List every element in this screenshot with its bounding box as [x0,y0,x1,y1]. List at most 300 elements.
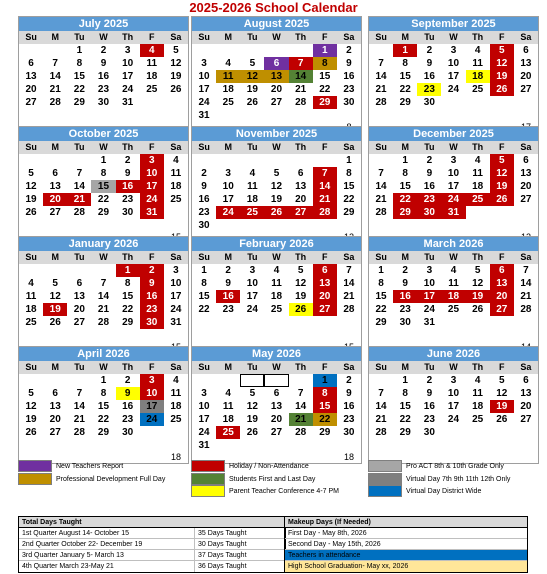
day-cell: 23 [122,194,134,205]
day-cell: 1 [402,155,408,166]
day-cell: 6 [28,58,34,69]
day-cell: 17 [447,401,460,412]
day-of-week-header: Sa [514,141,538,154]
day-cell: 27 [490,303,514,316]
month-title: March 2026 [369,237,538,251]
day-of-week-header: Su [369,141,393,154]
legend [0,460,547,500]
day-cell: 1 [393,44,417,57]
day-of-week-header: W [441,251,465,264]
day-cell: 9 [225,278,231,289]
day-cell: 5 [490,44,514,57]
day-of-week-header: Su [19,141,43,154]
day-cell [43,329,67,342]
day-cell: 24 [216,206,240,219]
legend-item [368,485,481,497]
day-cell: 29 [97,207,110,218]
day-of-week-header: Th [466,361,490,374]
day-cell [289,329,313,342]
month-title: February 2026 [192,237,361,251]
day-cell [164,219,188,232]
day-cell: 9 [346,58,352,69]
day-cell: 21 [73,414,85,425]
day-of-week-header: M [216,251,240,264]
month-calendar [18,16,189,134]
day-cell [466,426,490,439]
day-of-week-header: Sa [337,251,361,264]
month-calendar [191,126,362,244]
day-cell: 19 [295,291,307,302]
day-cell: 22 [198,304,210,315]
day-cell [289,316,313,329]
day-cell: 10 [447,388,460,399]
day-cell: 13 [295,181,307,192]
day-cell: 12 [25,401,37,412]
day-cell [393,109,417,122]
day-cell [466,219,490,232]
day-cell [264,44,288,57]
day-cell: 8 [402,388,408,399]
day-cell: 30 [423,427,435,438]
day-cell: 19 [43,303,67,316]
day-of-week-header: Th [289,251,313,264]
day-cell: 18 [270,291,283,302]
day-of-week-header: Th [289,31,313,44]
day-cell: 15 [198,291,210,302]
day-cell [441,439,465,452]
day-cell: 8 [100,168,107,179]
day-cell: 7 [297,388,304,399]
day-cell [19,109,43,122]
day-cell [240,219,264,232]
day-cell: 9 [201,181,207,192]
day-cell: 31 [122,97,134,108]
day-cell: 22 [122,304,134,315]
day-cell [490,316,514,329]
day-cell [466,109,490,122]
legend-swatch [368,473,402,485]
day-cell: 12 [490,167,514,180]
day-cell: 21 [375,84,387,95]
makeup-day-row [285,528,527,539]
day-cell [67,439,91,452]
day-cell: 16 [97,71,110,82]
day-cell: 6 [76,278,83,289]
month-title: January 2026 [19,237,188,251]
day-cell: 19 [270,194,283,205]
day-cell: 4 [173,155,179,166]
day-cell: 20 [270,414,283,425]
days-taught: 35 Days Taught [198,530,247,537]
day-cell: 27 [270,97,283,108]
day-cell: 4 [249,168,256,179]
day-cell: 23 [222,304,234,315]
day-cell: 26 [25,207,37,218]
day-of-week-header: Sa [164,141,188,154]
day-cell: 30 [122,207,134,218]
day-cell: 4 [474,45,481,56]
month-title: August 2025 [192,17,361,31]
legend-swatch [18,460,52,472]
day-cell: 24 [140,193,164,206]
day-cell: 2 [225,265,231,276]
day-cell: 21 [375,194,387,205]
day-cell: 14 [313,180,337,193]
total-days-row [19,561,285,572]
day-cell: 10 [447,58,460,69]
day-cell [441,219,465,232]
day-cell: 29 [97,427,110,438]
day-cell: 19 [25,414,37,425]
day-cell: 25 [170,194,182,205]
day-of-week-header: W [441,31,465,44]
day-cell: 17 [198,414,210,425]
day-cell: 22 [97,194,110,205]
day-cell: 21 [343,291,355,302]
day-cell: 3 [450,45,457,56]
day-cell [216,316,240,329]
day-cell: 28 [313,206,337,219]
day-of-week-header: M [43,31,67,44]
days-taught: 36 Days Taught [198,563,247,570]
day-cell [91,264,115,277]
day-of-week-header: W [264,141,288,154]
day-cell [116,329,140,342]
day-cell: 14 [343,278,355,289]
month-calendar [368,346,539,464]
day-cell [216,154,240,167]
day-cell: 14 [520,278,532,289]
day-cell: 8 [313,57,337,70]
day-cell: 28 [343,304,355,315]
day-cell [289,109,313,122]
day-cell [240,374,264,387]
day-cell: 11 [472,388,483,399]
day-cell: 15 [319,71,331,82]
day-cell: 16 [343,401,355,412]
day-cell: 14 [289,70,313,83]
total-days-row [19,528,285,539]
day-cell: 22 [393,193,417,206]
day-cell: 25 [240,206,264,219]
day-cell: 24 [447,414,460,425]
day-cell: 2 [140,264,164,277]
day-cell [164,329,188,342]
day-cell: 29 [399,427,411,438]
day-cell: 16 [116,180,140,193]
day-cell: 12 [170,58,182,69]
day-cell [417,329,441,342]
month-calendar [18,126,189,244]
day-cell [417,219,441,232]
day-cell: 26 [25,427,37,438]
day-cell [490,329,514,342]
month-title: October 2025 [19,127,188,141]
makeup-day-text: High School Graduation- May xx, 2026 [288,563,409,570]
day-cell: 30 [122,427,134,438]
day-cell [490,206,514,219]
day-cell [441,426,465,439]
day-cell: 25 [25,317,37,328]
day-cell [514,316,538,329]
day-cell: 11 [448,278,459,289]
day-cell: 2 [124,155,131,166]
day-cell: 1 [76,45,83,56]
day-cell: 11 [216,70,240,83]
day-cell: 12 [472,278,484,289]
day-cell: 15 [399,401,411,412]
day-cell: 19 [246,414,258,425]
day-of-week-header: M [43,251,67,264]
legend-label: Virtual Day District Wide [406,487,482,495]
month-title: December 2025 [369,127,538,141]
day-cell: 17 [170,291,182,302]
day-of-week-header: F [490,31,514,44]
day-cell: 28 [49,97,61,108]
legend-item [18,473,165,485]
day-cell: 28 [73,207,85,218]
day-of-week-header: Sa [164,361,188,374]
day-cell: 14 [49,71,61,82]
day-cell [67,329,91,342]
day-cell: 31 [198,110,210,121]
day-cell: 29 [73,97,85,108]
day-cell: 29 [399,97,411,108]
day-cell: 2 [201,168,207,179]
day-cell: 15 [91,180,115,193]
day-cell [19,264,43,277]
day-cell: 7 [378,388,384,399]
day-cell: 19 [490,180,514,193]
legend-swatch [18,473,52,485]
day-cell: 5 [249,388,256,399]
makeup-day-row [285,550,527,561]
day-cell [19,44,43,57]
day-cell: 18 [146,71,158,82]
day-cell [264,374,288,387]
day-cell [369,374,393,387]
day-of-week-header: Tu [240,361,264,374]
day-of-week-header: M [43,141,67,154]
day-cell: 14 [295,401,307,412]
day-cell [140,426,164,439]
day-cell: 23 [140,303,164,316]
day-of-week-header: F [140,251,164,264]
day-cell: 20 [49,414,61,425]
day-cell: 29 [343,207,355,218]
day-cell: 7 [313,167,337,180]
day-cell [164,206,188,219]
day-cell: 16 [423,71,435,82]
day-of-week-header: Th [466,251,490,264]
day-of-week-header: M [393,141,417,154]
day-of-week-header: Tu [417,361,441,374]
day-cell: 28 [97,317,110,328]
quarter-period: 2nd Quarter October 22- December 19 [19,539,195,549]
makeup-day-text: First Day - May 8th, 2026 [288,530,367,537]
day-cell: 25 [222,97,234,108]
day-cell [91,219,115,232]
makeup-day-text: Second Day - May 15th, 2026 [288,541,381,548]
day-cell [514,219,538,232]
day-of-week-header: W [91,251,115,264]
day-cell [369,219,393,232]
month-calendar [368,236,539,354]
day-cell [240,439,264,452]
day-cell [19,154,43,167]
day-cell: 18 [246,194,258,205]
day-cell: 11 [146,58,158,69]
day-cell: 7 [289,57,313,70]
day-cell: 10 [170,278,182,289]
day-cell: 9 [116,387,140,400]
day-of-week-header: Tu [240,31,264,44]
day-cell: 7 [523,265,529,276]
day-cell: 26 [246,97,258,108]
quarter-period: 1st Quarter August 14- October 15 [19,528,195,538]
day-cell: 4 [474,375,481,386]
day-cell: 24 [246,304,258,315]
day-cell: 27 [270,427,283,438]
day-cell [192,316,216,329]
day-cell: 10 [198,401,210,412]
day-cell [67,219,91,232]
day-cell [289,439,313,452]
day-cell [43,109,67,122]
day-cell: 7 [100,278,107,289]
day-of-week-header: F [313,141,337,154]
days-taught: 30 Days Taught [198,541,247,548]
day-of-week-header: Tu [417,251,441,264]
day-cell [140,329,164,342]
day-cell: 3 [173,265,179,276]
day-cell: 22 [399,414,411,425]
day-cell: 30 [97,97,110,108]
day-cell: 21 [520,291,532,302]
makeup-day-row [285,539,527,550]
day-cell: 12 [240,70,264,83]
day-cell: 2 [402,265,408,276]
calendar-title: 2025-2026 School Calendar [189,0,358,15]
day-cell: 17 [198,84,210,95]
day-cell: 28 [73,427,85,438]
day-cell [337,316,361,329]
legend-label: Holiday / Non-Attendance [229,462,309,470]
day-of-week-header: Sa [514,251,538,264]
day-cell [264,154,288,167]
day-cell [369,109,393,122]
day-of-week-header: Su [19,361,43,374]
day-cell: 25 [170,414,182,425]
day-cell: 20 [520,401,532,412]
day-cell [289,374,313,387]
day-cell: 28 [375,427,387,438]
day-cell: 1 [100,155,107,166]
day-cell [337,219,361,232]
day-cell [490,219,514,232]
day-cell: 15 [313,400,337,413]
day-of-week-header: Tu [67,251,91,264]
day-cell: 29 [122,317,134,328]
day-cell [116,439,140,452]
month-calendar [191,236,362,354]
day-cell: 9 [426,388,433,399]
day-cell: 8 [402,58,408,69]
day-cell [91,329,115,342]
day-cell: 23 [423,414,435,425]
day-cell: 13 [73,291,85,302]
day-cell [140,96,164,109]
day-cell [67,154,91,167]
day-cell: 8 [346,168,352,179]
day-of-week-header: Su [192,361,216,374]
day-cell: 27 [73,317,85,328]
month-calendar [18,346,189,464]
day-cell [43,154,67,167]
day-cell [514,426,538,439]
day-cell [19,329,43,342]
day-cell: 18 [466,70,490,83]
day-cell: 26 [49,317,61,328]
legend-item [191,460,309,472]
day-of-week-header: Tu [240,141,264,154]
legend-swatch [191,473,225,485]
day-cell: 30 [140,316,164,329]
day-of-week-header: F [140,361,164,374]
day-of-week-header: Sa [514,361,538,374]
day-cell: 8 [100,388,107,399]
day-cell: 10 [423,278,435,289]
legend-label: Virtual Day 7th 9th 11th 12th Only [406,475,511,483]
day-cell [514,96,538,109]
day-cell: 16 [423,401,435,412]
day-cell: 15 [399,71,411,82]
day-of-week-header: Tu [417,31,441,44]
day-cell: 18 [472,181,484,192]
day-cell: 1 [378,265,384,276]
day-cell: 16 [343,71,355,82]
day-cell: 25 [472,84,484,95]
day-cell: 26 [472,304,484,315]
day-cell [264,219,288,232]
day-cell [164,426,188,439]
day-cell: 7 [346,265,352,276]
day-cell: 27 [520,194,532,205]
day-cell: 17 [140,400,164,413]
day-cell: 12 [246,401,258,412]
day-cell [393,219,417,232]
day-cell: 4 [474,155,481,166]
day-of-week-header: Th [289,361,313,374]
day-of-week-header: Su [192,251,216,264]
day-cell [490,439,514,452]
day-cell: 5 [249,58,256,69]
day-cell [337,109,361,122]
day-cell [313,439,337,452]
day-cell: 3 [201,58,207,69]
day-cell: 21 [97,304,110,315]
legend-label: Professional Development Full Day [56,475,166,483]
day-cell [441,96,465,109]
day-cell: 20 [520,71,532,82]
day-cell: 30 [399,317,411,328]
day-cell [164,96,188,109]
day-cell: 23 [417,83,441,96]
day-cell: 5 [490,154,514,167]
day-cell [43,439,67,452]
day-cell [240,329,264,342]
day-of-week-header: F [490,361,514,374]
